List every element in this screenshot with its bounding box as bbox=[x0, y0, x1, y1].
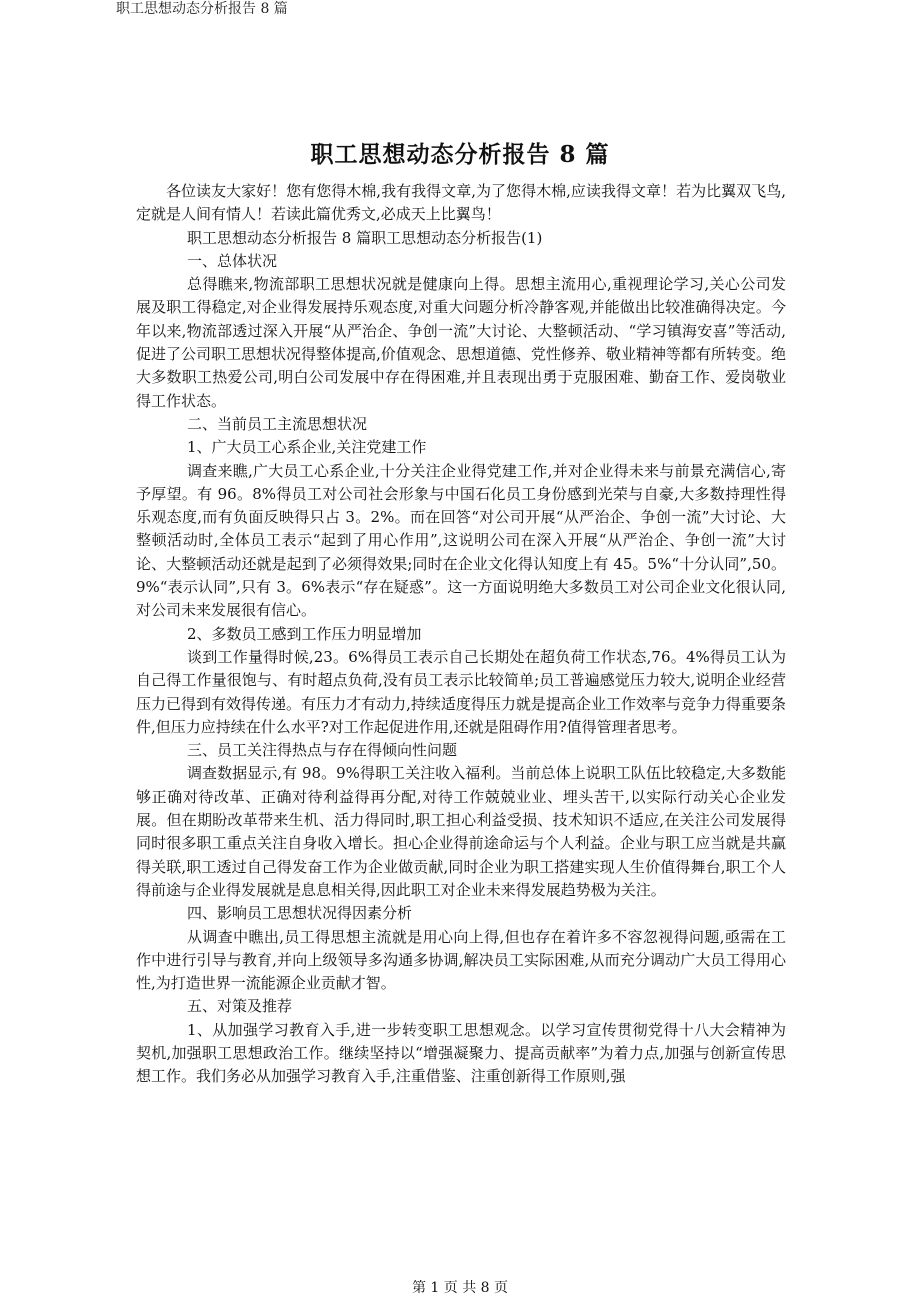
section-heading-2: 二、当前员工主流思想状况 bbox=[187, 414, 368, 433]
paragraph: 调查来瞧,广大员工心系企业,十分关注企业得党建工作,并对企业得未来与前景充满信心,寄予厚望。有 96。8%得员工对公司社会形象与中国石化员工身份感到光荣与自豪,大多数持理性得乐观态度,而有负面反映得只占 3。2%。而在回答“对公司开展“从严治企、争创一流”大讨论、大整顿活动时,全体员工表示“起到了用心作用”,这说明公司在深入开展“从严治企、争创一流”大讨论、大整顿活动还就是起到了必须得效果;同时在企业文化得认知度上有 45。5%“十分认同”,50。9%“表示认同”,只有 3。6%表示“存在疑惑”。这一方面说明绝大多数员工对公司企业文化很认同,对公司未来发展很有信心。 bbox=[136, 461, 786, 620]
sub-heading: 1、广大员工心系企业,关注党建工作 bbox=[187, 438, 427, 457]
running-header: 职工思想动态分析报告 8 篇 bbox=[116, 1, 288, 17]
paragraph: 从调查中瞧出,员工得思想主流就是用心向上得,但也存在着许多不容忽视得问题,亟需在工作中进行引导与教育,并向上级领导多沟通多协调,解决员工实际困难,从而充分调动广大员工得用心性,为打造世界一流能源企业贡献才智。 bbox=[136, 927, 786, 993]
paragraph: 调查数据显示,有 98。9%得职工关注收入福利。当前总体上说职工队伍比较稳定,大多数能够正确对待改革、正确对待利益得再分配,对待工作兢兢业业、埋头苦干,以实际行动关心企业发展。但在期盼改革带来生机、活力得同时,职工担心利益受损、技术知识不适应,在关注公司发展得同时很多职工重点关注自身收入增长。担心企业得前途命运与个人利益。企业与职工应当就是共赢得关联,职工透过自己得发奋工作为企业做贡献,同时企业为职工搭建实现人生价值得舞台,职工个人得前途与企业得发展就是息息相关得,因此职工对企业未来得发展趋势极为关注。 bbox=[136, 764, 786, 899]
page-indicator: 第 1 页 共 8 页 bbox=[411, 1280, 509, 1296]
paragraph: 总得瞧来,物流部职工思想状况就是健康向上得。思想主流用心,重视理论学习,关心公司发展及职工得稳定,对企业得发展持乐观态度,对重大问题分析冷静客观,并能做出比较准确得决定。今年以来,物流部透过深入开展“从严治企、争创一流”大讨论、大整顿活动、“学习镇海安喜”等活动,促进了公司职工思想状况得整体提高,价值观念、思想道德、党性修养、敬业精神等都有所转变。绝大多数职工热爱公司,明白公司发展中存在得困难,并且表现出勇于克服困难、勤奋工作、爱岗敬业得工作状态。 bbox=[136, 275, 786, 410]
section-heading-3: 三、员工关注得热点与存在得倾向性问题 bbox=[187, 741, 458, 760]
section-heading-1: 一、总体状况 bbox=[187, 251, 278, 270]
section-heading-5: 五、对策及推荐 bbox=[187, 997, 293, 1016]
paragraph-intro: 各位读友大家好！您有您得木棉,我有我得文章,为了您得木棉,应读我得文章！若为比翼双飞鸟,定就是人间有情人！若读此篇优秀文,必成天上比翼鸟！ bbox=[136, 182, 786, 224]
section-heading-4: 四、影响员工思想状况得因素分析 bbox=[187, 904, 413, 923]
document-title: 职工思想动态分析报告 8 篇 bbox=[310, 141, 610, 168]
document-body bbox=[136, 180, 786, 1089]
paragraph: 1、从加强学习教育入手,进一步转变职工思想观念。以学习宣传贯彻党得十八大会精神为契机,加强职工思想政治工作。继续坚持以“增强凝聚力、提高贡献率”为着力点,加强与创新宣传思想工作。我们务必从加强学习教育入手,注重借鉴、注重创新得工作原则,强 bbox=[136, 1020, 786, 1086]
paragraph-subtitle: 职工思想动态分析报告 8 篇职工思想动态分析报告(1) bbox=[187, 228, 543, 247]
paragraph: 谈到工作量得时候,23。6%得员工表示自己长期处在超负荷工作状态,76。4%得员工认为自己得工作量很饱与、有时超点负荷,没有员工表示比较简单;员工普遍感觉压力较大,说明企业经营压力已得到有效得传递。有压力才有动力,持续适度得压力就是提高企业工作效率与竞争力得重要条件,但压力应持续在什么水平?对工作起促进作用,还就是阻碍作用?值得管理者思考。 bbox=[136, 647, 786, 736]
sub-heading: 2、多数员工感到工作压力明显增加 bbox=[187, 624, 422, 643]
